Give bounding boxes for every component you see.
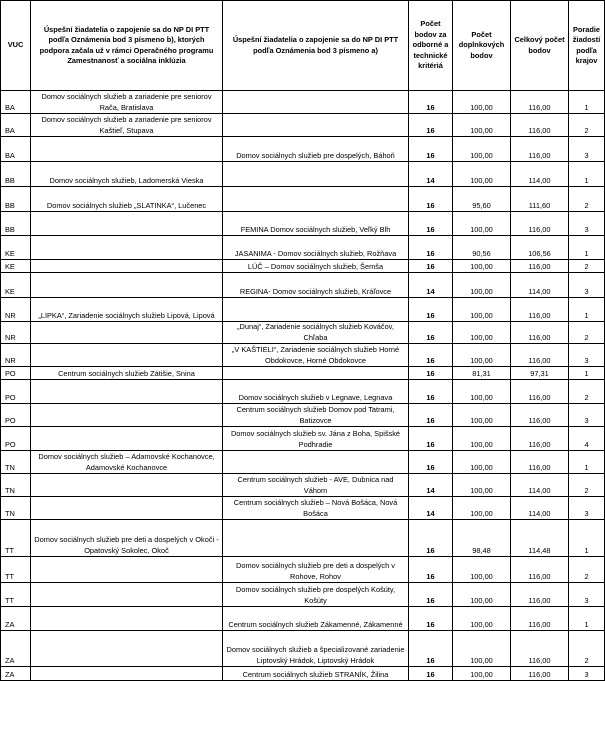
- cell-applicant-b: [31, 344, 223, 367]
- cell-vuc: KE: [1, 273, 31, 298]
- cell-additional-points: 100,00: [453, 322, 511, 344]
- cell-applicant-a: „V KAŠTIELI“, Zariadenie sociálnych služieb Horné Obdokovce, Horné Obdokovce: [223, 344, 409, 367]
- header-total-points: Celkový počet bodov: [511, 1, 569, 91]
- cell-total-points: 116,00: [511, 667, 569, 681]
- cell-vuc: BA: [1, 137, 31, 162]
- table-row: [1, 520, 605, 557]
- cell-additional-points: 100,00: [453, 91, 511, 114]
- cell-additional-points: 100,00: [453, 631, 511, 667]
- cell-applicant-a: Centrum sociálnych služieb Zákamenné, Zákamenné: [223, 607, 409, 631]
- cell-technical-points: 16: [409, 520, 453, 557]
- cell-applicant-b: [31, 607, 223, 631]
- cell-total-points: 116,00: [511, 451, 569, 474]
- cell-total-points: 106,56: [511, 236, 569, 260]
- cell-rank: 3: [569, 273, 605, 298]
- cell-total-points: 116,00: [511, 137, 569, 162]
- cell-applicant-a: [223, 451, 409, 474]
- cell-rank: 1: [569, 367, 605, 380]
- cell-applicant-a: FEMINA Domov sociálnych služieb, Veľký Blh: [223, 212, 409, 236]
- cell-total-points: 114,00: [511, 162, 569, 187]
- cell-technical-points: 16: [409, 344, 453, 367]
- cell-rank: 3: [569, 137, 605, 162]
- cell-vuc: TT: [1, 583, 31, 607]
- cell-technical-points: 16: [409, 667, 453, 681]
- cell-applicant-a: Domov sociálnych služieb pre deti a dospelých v Rohove, Rohov: [223, 557, 409, 583]
- cell-additional-points: 100,00: [453, 298, 511, 322]
- table-row: [1, 298, 605, 322]
- cell-technical-points: 16: [409, 212, 453, 236]
- cell-applicant-b: [31, 236, 223, 260]
- cell-applicant-b: [31, 667, 223, 681]
- cell-technical-points: 16: [409, 187, 453, 212]
- table-row: [1, 607, 605, 631]
- table-row: [1, 557, 605, 583]
- cell-total-points: 116,00: [511, 427, 569, 451]
- cell-applicant-b: Domov sociálnych služieb – Adamovské Kochanovce, Adamovské Kochanovce: [31, 451, 223, 474]
- cell-technical-points: 16: [409, 427, 453, 451]
- cell-applicant-b: [31, 322, 223, 344]
- cell-technical-points: 16: [409, 631, 453, 667]
- cell-vuc: ZA: [1, 667, 31, 681]
- cell-additional-points: 100,00: [453, 557, 511, 583]
- cell-additional-points: 100,00: [453, 451, 511, 474]
- cell-applicant-b: [31, 557, 223, 583]
- table-row: [1, 474, 605, 497]
- cell-total-points: 116,00: [511, 404, 569, 427]
- header-rank: Poradie žiadostí podľa krajov: [569, 1, 605, 91]
- table-row: [1, 137, 605, 162]
- cell-total-points: 116,00: [511, 212, 569, 236]
- cell-additional-points: 100,00: [453, 273, 511, 298]
- header-technical-points: Počet bodov za odborné a technické kritériá: [409, 1, 453, 91]
- cell-vuc: BA: [1, 91, 31, 114]
- cell-applicant-b: [31, 260, 223, 273]
- table-row: [1, 667, 605, 681]
- cell-applicant-b: Domov sociálnych služieb pre deti a dospelých v Okoči - Opatovský Sokolec, Okoč: [31, 520, 223, 557]
- cell-rank: 3: [569, 212, 605, 236]
- cell-total-points: 116,00: [511, 91, 569, 114]
- cell-technical-points: 16: [409, 260, 453, 273]
- cell-applicant-a: Centrum sociálnych služieb - AVE, Dubnica nad Váhom: [223, 474, 409, 497]
- cell-total-points: 116,00: [511, 344, 569, 367]
- cell-applicant-a: Centrum sociálnych služieb STRANÍK, Žilina: [223, 667, 409, 681]
- cell-total-points: 114,48: [511, 520, 569, 557]
- cell-technical-points: 14: [409, 273, 453, 298]
- cell-additional-points: 100,00: [453, 607, 511, 631]
- table-row: [1, 380, 605, 404]
- cell-technical-points: 16: [409, 91, 453, 114]
- cell-technical-points: 16: [409, 137, 453, 162]
- cell-applicant-a: LÚČ – Domov sociálnych služieb, Šemša: [223, 260, 409, 273]
- cell-vuc: KE: [1, 260, 31, 273]
- cell-vuc: TT: [1, 557, 31, 583]
- cell-applicant-b: Centrum sociálnych služieb Zátišie, Snina: [31, 367, 223, 380]
- cell-rank: 3: [569, 667, 605, 681]
- header-vuc: VUC: [1, 1, 31, 91]
- cell-vuc: TN: [1, 451, 31, 474]
- cell-additional-points: 100,00: [453, 212, 511, 236]
- cell-vuc: TN: [1, 474, 31, 497]
- cell-total-points: 116,00: [511, 260, 569, 273]
- table-row: [1, 260, 605, 273]
- cell-rank: 1: [569, 91, 605, 114]
- cell-vuc: PO: [1, 380, 31, 404]
- cell-additional-points: 100,00: [453, 260, 511, 273]
- cell-rank: 3: [569, 583, 605, 607]
- cell-vuc: NR: [1, 322, 31, 344]
- cell-rank: 4: [569, 427, 605, 451]
- cell-total-points: 116,00: [511, 114, 569, 137]
- cell-vuc: ZA: [1, 631, 31, 667]
- cell-vuc: TN: [1, 497, 31, 520]
- cell-technical-points: 14: [409, 162, 453, 187]
- cell-additional-points: 95,60: [453, 187, 511, 212]
- cell-applicant-a: Domov sociálnych služieb pre dospelých, Báhoň: [223, 137, 409, 162]
- cell-applicant-a: [223, 91, 409, 114]
- table-row: [1, 367, 605, 380]
- table-row: [1, 162, 605, 187]
- table-row: [1, 404, 605, 427]
- cell-applicant-a: REGINA- Domov sociálnych služieb, Kráľovce: [223, 273, 409, 298]
- table-row: [1, 583, 605, 607]
- cell-additional-points: 90,56: [453, 236, 511, 260]
- cell-applicant-a: Domov sociálnych služieb a špecializované zariadenie Liptovský Hrádok, Liptovský Hrádok: [223, 631, 409, 667]
- cell-additional-points: 81,31: [453, 367, 511, 380]
- cell-total-points: 114,00: [511, 273, 569, 298]
- table-row: [1, 273, 605, 298]
- header-applicants-b: Úspešní žiadatelia o zapojenie sa do NP DI PTT podľa Oznámenia bod 3 písmeno b), ktorých podpora začala už v rámci Operačného programu Zamestnanosť a sociálna inklúzia: [31, 1, 223, 91]
- table-row: [1, 322, 605, 344]
- cell-applicant-a: [223, 114, 409, 137]
- cell-rank: 2: [569, 322, 605, 344]
- cell-technical-points: 16: [409, 583, 453, 607]
- table-row: [1, 187, 605, 212]
- cell-additional-points: 100,00: [453, 114, 511, 137]
- cell-additional-points: 100,00: [453, 404, 511, 427]
- table-row: [1, 114, 605, 137]
- cell-technical-points: 16: [409, 322, 453, 344]
- cell-total-points: 97,31: [511, 367, 569, 380]
- cell-rank: 2: [569, 474, 605, 497]
- cell-vuc: TT: [1, 520, 31, 557]
- cell-technical-points: 16: [409, 451, 453, 474]
- cell-rank: 2: [569, 187, 605, 212]
- cell-additional-points: 100,00: [453, 667, 511, 681]
- cell-applicant-a: [223, 520, 409, 557]
- cell-applicant-a: [223, 187, 409, 212]
- cell-applicant-b: Domov sociálnych služieb „SLATINKA“, Lučenec: [31, 187, 223, 212]
- cell-rank: 3: [569, 497, 605, 520]
- cell-applicant-a: Domov sociálnych služieb v Legnave, Legnava: [223, 380, 409, 404]
- cell-total-points: 116,00: [511, 380, 569, 404]
- cell-applicant-b: „LIPKA“, Zariadenie sociálnych služieb Lipová, Lipová: [31, 298, 223, 322]
- cell-applicant-a: [223, 367, 409, 380]
- cell-technical-points: 16: [409, 367, 453, 380]
- cell-vuc: PO: [1, 427, 31, 451]
- header-applicants-a: Úspešní žiadatelia o zapojenie sa do NP DI PTT podľa Oznámenia bod 3 písmeno a): [223, 1, 409, 91]
- cell-rank: 2: [569, 114, 605, 137]
- cell-rank: 3: [569, 344, 605, 367]
- cell-additional-points: 100,00: [453, 474, 511, 497]
- cell-technical-points: 16: [409, 236, 453, 260]
- cell-total-points: 116,00: [511, 583, 569, 607]
- cell-vuc: BB: [1, 162, 31, 187]
- cell-rank: 1: [569, 451, 605, 474]
- cell-technical-points: 16: [409, 114, 453, 137]
- cell-applicant-a: Centrum sociálnych služieb – Nová Bošáca, Nová Bošáca: [223, 497, 409, 520]
- cell-applicant-a: JASANIMA - Domov sociálnych služieb, Rožňava: [223, 236, 409, 260]
- table-row: [1, 236, 605, 260]
- cell-applicant-b: [31, 380, 223, 404]
- table-row: [1, 451, 605, 474]
- cell-applicant-b: [31, 497, 223, 520]
- cell-total-points: 114,00: [511, 474, 569, 497]
- table-row: [1, 497, 605, 520]
- cell-technical-points: 16: [409, 380, 453, 404]
- cell-vuc: ZA: [1, 607, 31, 631]
- cell-rank: 2: [569, 380, 605, 404]
- cell-technical-points: 16: [409, 298, 453, 322]
- cell-total-points: 116,00: [511, 298, 569, 322]
- cell-applicant-b: Domov sociálnych služieb a zariadenie pre seniorov Kaštieľ, Stupava: [31, 114, 223, 137]
- cell-applicant-b: [31, 404, 223, 427]
- cell-additional-points: 98,48: [453, 520, 511, 557]
- cell-technical-points: 16: [409, 404, 453, 427]
- cell-additional-points: 100,00: [453, 427, 511, 451]
- cell-rank: 1: [569, 236, 605, 260]
- cell-vuc: BA: [1, 114, 31, 137]
- cell-applicant-a: Centrum sociálnych služieb Domov pod Tatrami, Batizovce: [223, 404, 409, 427]
- cell-applicant-b: [31, 631, 223, 667]
- cell-vuc: NR: [1, 298, 31, 322]
- cell-applicant-b: [31, 583, 223, 607]
- cell-technical-points: 14: [409, 497, 453, 520]
- cell-additional-points: 100,00: [453, 380, 511, 404]
- cell-applicant-a: Domov sociálnych služieb sv. Jána z Boha, Spišské Podhradie: [223, 427, 409, 451]
- cell-additional-points: 100,00: [453, 583, 511, 607]
- cell-total-points: 116,00: [511, 557, 569, 583]
- cell-vuc: BB: [1, 212, 31, 236]
- cell-vuc: PO: [1, 367, 31, 380]
- cell-vuc: BB: [1, 187, 31, 212]
- cell-additional-points: 100,00: [453, 344, 511, 367]
- cell-vuc: KE: [1, 236, 31, 260]
- table-row: [1, 212, 605, 236]
- table-row: [1, 427, 605, 451]
- cell-applicant-a: [223, 162, 409, 187]
- cell-applicant-b: Domov sociálnych služieb, Ladomerská Vieska: [31, 162, 223, 187]
- cell-rank: 2: [569, 260, 605, 273]
- cell-applicant-a: „Dunaj“, Zariadenie sociálnych služieb Kováčov, Chľaba: [223, 322, 409, 344]
- cell-technical-points: 16: [409, 557, 453, 583]
- cell-rank: 3: [569, 404, 605, 427]
- cell-technical-points: 14: [409, 474, 453, 497]
- cell-applicant-b: [31, 474, 223, 497]
- cell-applicant-a: Domov sociálnych služieb pre dospelých Košúty, Košúty: [223, 583, 409, 607]
- cell-total-points: 116,00: [511, 631, 569, 667]
- cell-applicant-b: Domov sociálnych služieb a zariadenie pre seniorov Rača, Bratislava: [31, 91, 223, 114]
- cell-rank: 2: [569, 557, 605, 583]
- table-row: [1, 344, 605, 367]
- cell-rank: 1: [569, 162, 605, 187]
- cell-vuc: PO: [1, 404, 31, 427]
- cell-additional-points: 100,00: [453, 497, 511, 520]
- table-row: [1, 631, 605, 667]
- cell-total-points: 116,00: [511, 607, 569, 631]
- cell-rank: 1: [569, 520, 605, 557]
- table-row: [1, 91, 605, 114]
- cell-technical-points: 16: [409, 607, 453, 631]
- cell-applicant-b: [31, 427, 223, 451]
- cell-applicant-b: [31, 212, 223, 236]
- cell-applicant-b: [31, 273, 223, 298]
- header-row: [1, 1, 605, 91]
- cell-additional-points: 100,00: [453, 162, 511, 187]
- cell-total-points: 116,00: [511, 322, 569, 344]
- cell-total-points: 111,60: [511, 187, 569, 212]
- cell-rank: 2: [569, 631, 605, 667]
- cell-additional-points: 100,00: [453, 137, 511, 162]
- header-additional-points: Počet doplnkových bodov: [453, 1, 511, 91]
- cell-total-points: 114,00: [511, 497, 569, 520]
- cell-vuc: NR: [1, 344, 31, 367]
- cell-rank: 1: [569, 298, 605, 322]
- cell-applicant-a: [223, 298, 409, 322]
- cell-rank: 1: [569, 607, 605, 631]
- cell-applicant-b: [31, 137, 223, 162]
